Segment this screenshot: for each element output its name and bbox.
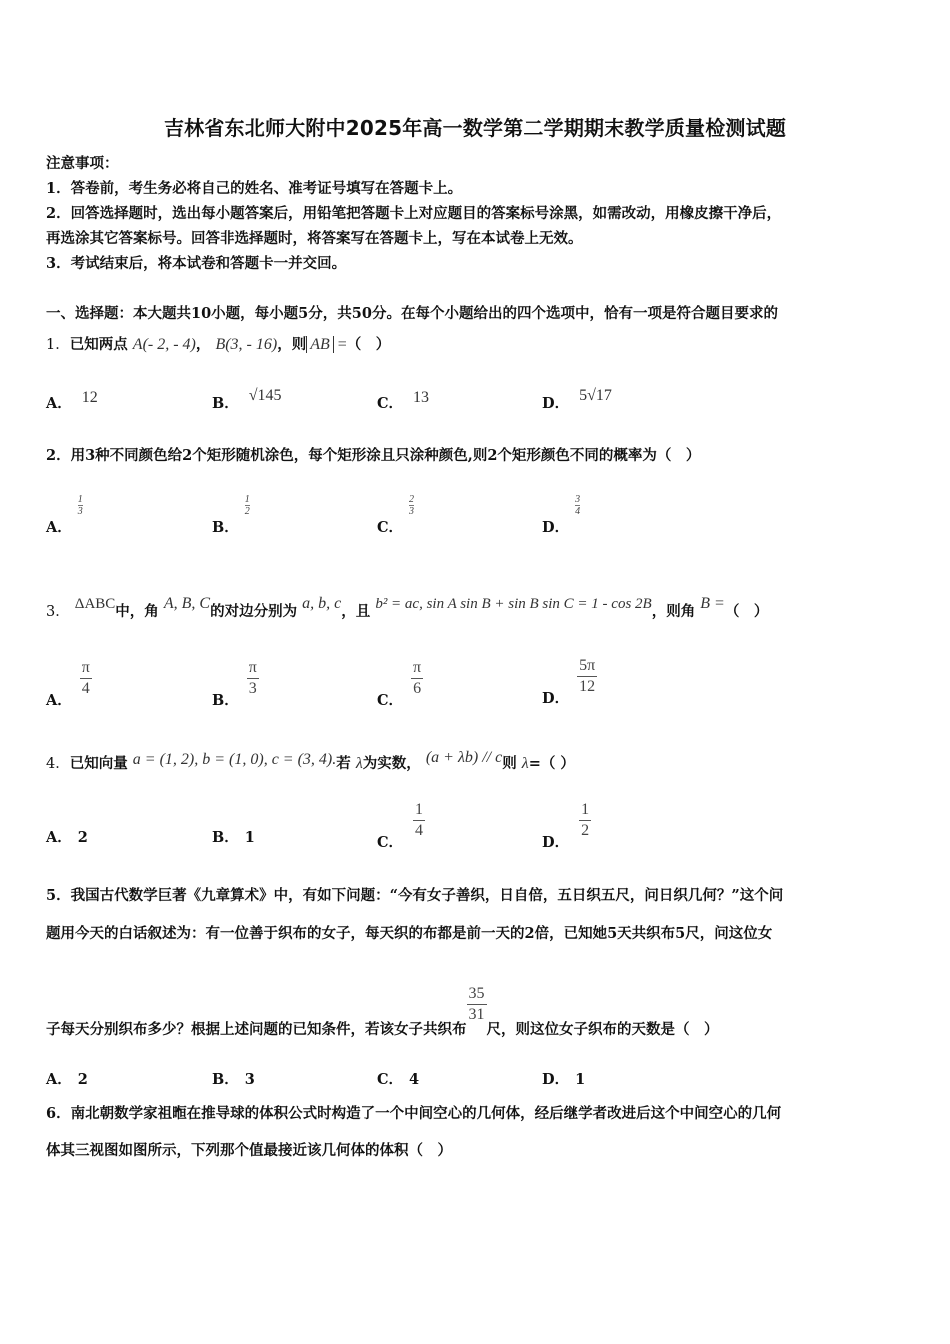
notice-item: 3．考试结束后，将本试卷和答题卡一并交回。 <box>46 255 347 272</box>
fraction: $\frac{1}{2}$ <box>244 494 250 517</box>
triangle-abc: ΔABC <box>74 596 116 612</box>
question-4: 4．已知向量 a = (1, 2), b = (1, 0), c = (3, 4).若 λ为实数， (a + λb) // c则 λ=（ ） <box>46 749 575 772</box>
q1-option-c[interactable]: C． 13 <box>377 389 430 412</box>
question-1: 1．已知两点 A(- 2, - 4)， B(3, - 16)，则 AB =（ ） <box>46 336 391 353</box>
q4-option-c[interactable]: C． $\frac{1}{4}$ <box>377 801 424 851</box>
q3-option-d[interactable]: D． $\frac{5\pi}{12}$ <box>542 657 596 707</box>
abs-ab: AB <box>306 336 334 353</box>
fraction: $\frac{3}{4}$ <box>575 494 581 517</box>
q5-option-c[interactable]: C． 4 <box>377 1071 420 1088</box>
fraction: $\frac{2}{3}$ <box>409 494 415 517</box>
q3-option-b[interactable]: B． $\frac{\pi}{3}$ <box>212 659 257 709</box>
point-a: A(- 2, - 4) <box>132 336 196 353</box>
q2-option-d[interactable]: D． $\frac{3}{4}$ <box>542 494 581 536</box>
q4-option-d[interactable]: D． $\frac{1}{2}$ <box>542 801 590 851</box>
q1-option-d[interactable]: D． 5√17 <box>542 387 612 412</box>
q3-option-a[interactable]: A． $\frac{\pi}{4}$ <box>46 659 90 709</box>
q1-option-a[interactable]: A． 12 <box>46 389 98 412</box>
q2-option-a[interactable]: A． $\frac{1}{3}$ <box>46 494 83 536</box>
fraction: $\frac{1}{3}$ <box>77 494 83 517</box>
q5-option-d[interactable]: D． 1 <box>542 1071 586 1088</box>
question-6-line: 体其三视图如图所示，下列那个值最接近该几何体的体积（ ） <box>46 1142 452 1159</box>
question-3: 3． ΔABC中，角 A, B, C的对边分别为 a, b, c，且 b² = ac, sin A sin B + sin B sin C = 1 - cos 2B，则角 B =（ ） <box>46 595 769 620</box>
question-5-line: 子每天分别织布多少？根据上述问题的已知条件，若该女子共织布 $\frac{35}{31}$ 尺，则这位女子织布的天数是（ ） <box>46 985 719 1038</box>
fraction: $\frac{\pi}{4}$ <box>81 659 90 697</box>
q3-option-c[interactable]: C． $\frac{\pi}{6}$ <box>377 659 422 709</box>
notice-item: 1．答卷前，考生务必将自己的姓名、准考证号填写在答题卡上。 <box>46 180 463 197</box>
point-b: B(3, - 16) <box>215 336 278 353</box>
question-2: 2．用3种不同颜色给2个矩形随机涂色，每个矩形涂且只涂种颜色,则2个矩形颜色不同的概率为（ ） <box>46 447 701 464</box>
question-number: 1． <box>46 337 70 353</box>
fraction: $\frac{\pi}{3}$ <box>248 659 257 697</box>
fraction: $\frac{\pi}{6}$ <box>413 659 422 697</box>
section-heading: 一、选择题：本大题共10小题，每小题5分，共50分。在每个小题给出的四个选项中，恰有一项是符合题目要求的 <box>46 305 778 322</box>
fraction: $\frac{1}{2}$ <box>581 801 590 839</box>
q2-option-b[interactable]: B． $\frac{1}{2}$ <box>212 494 250 536</box>
q5-option-a[interactable]: A． 2 <box>46 1071 88 1088</box>
condition: b² = ac, sin A sin B + sin B sin C = 1 - cos 2B <box>375 596 652 612</box>
fraction: $\frac{1}{4}$ <box>415 801 424 839</box>
page-title: 吉林省东北师大附中2025年高一数学第二学期期末教学质量检测试题 <box>163 116 787 140</box>
q4-option-b[interactable]: B． 1 <box>212 829 255 846</box>
question-6-line: 6．南北朝数学家祖暅在推导球的体积公式时构造了一个中间空心的几何体，经后继学者改进后这个中间空心的几何 <box>46 1105 782 1122</box>
q4-option-a[interactable]: A． 2 <box>46 829 88 846</box>
q5-option-b[interactable]: B． 3 <box>212 1071 255 1088</box>
fraction: $\frac{5\pi}{12}$ <box>579 657 596 695</box>
question-5-line: 5．我国古代数学巨著《九章算术》中，有如下问题：“今有女子善织，日自倍，五日织五尺，问日织几何？”这个问 <box>46 887 784 904</box>
notice-item: 再选涂其它答案标号。回答非选择题时，将答案写在答题卡上，写在本试卷上无效。 <box>46 230 583 247</box>
q1-option-b[interactable]: B． √145 <box>212 387 282 412</box>
fraction: $\frac{35}{31}$ <box>468 985 485 1023</box>
condition: (a + λb) // c <box>425 749 503 766</box>
vectors: a = (1, 2), b = (1, 0), c = (3, 4). <box>132 751 337 768</box>
notice-item: 2．回答选择题时，选出每小题答案后，用铅笔把答题卡上对应题目的答案标号涂黑，如需改动，用橡皮擦干净后， <box>46 205 782 222</box>
notice-heading: 注意事项： <box>46 155 119 172</box>
q2-option-c[interactable]: C． $\frac{2}{3}$ <box>377 494 415 536</box>
question-5-line: 题用今天的白话叙述为：有一位善于织布的女子，每天织的布都是前一天的2倍，已知她5天共织布5尺，问这位女 <box>46 925 773 942</box>
